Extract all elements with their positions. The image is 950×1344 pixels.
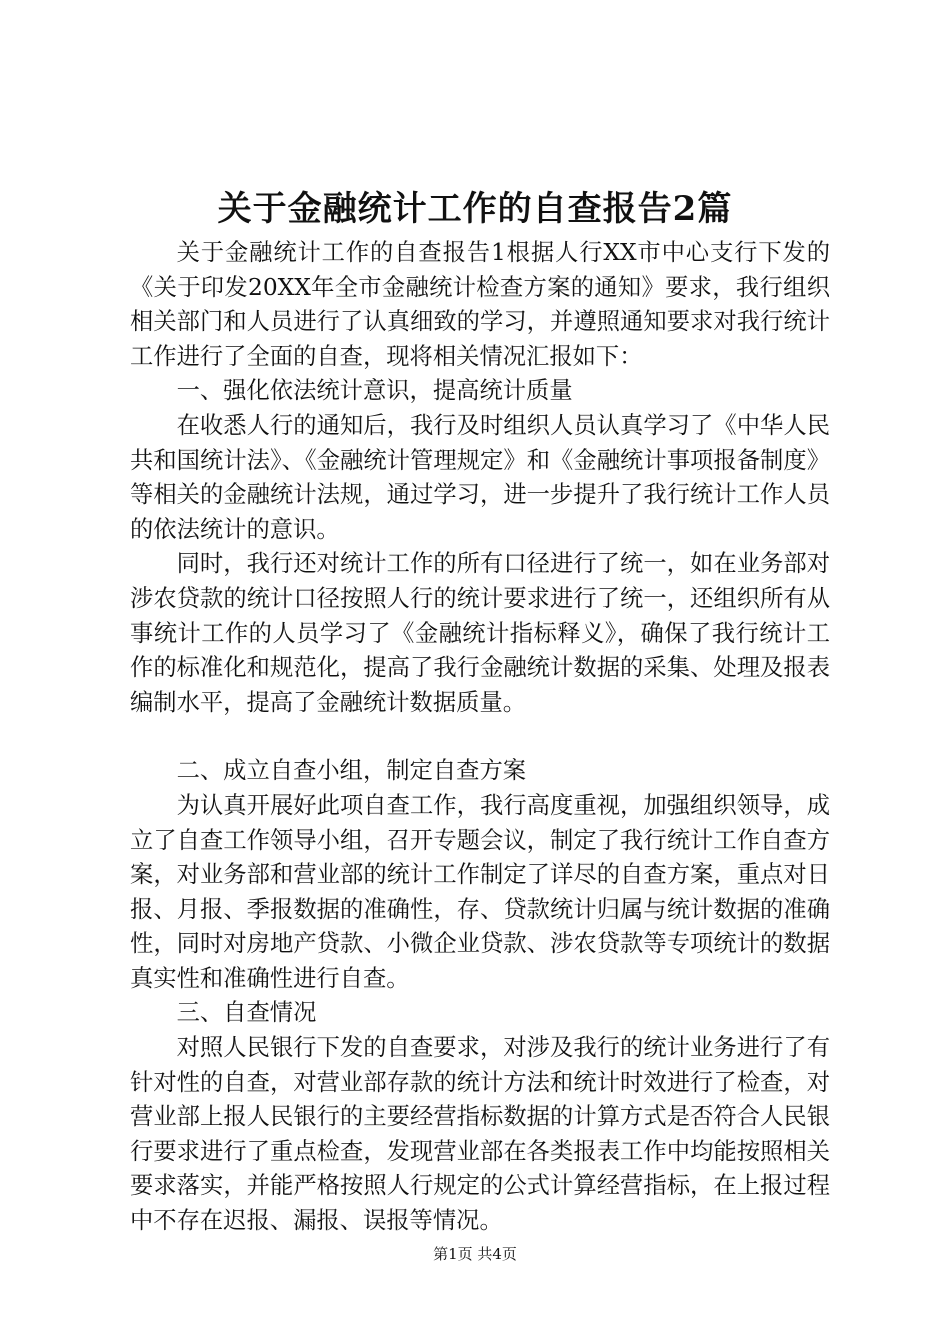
section-heading-2: 二、成立自查小组，制定自查方案 [176,757,527,785]
paragraph-intro: 关于金融统计工作的自查报告1根据人行XX市中心支行下发的《关于印发20XX年全市金融统计检查方案的通知》要求，我行组织相关部门和人员进行了认真细致的学习，并遵照通知要求对我行统计工作进行了全面的自查，现将相关情况汇报如下： [130,239,830,370]
page-number: 第1页 共4页 [433,1245,517,1263]
paragraph-section-3: 对照人民银行下发的自查要求，对涉及我行的统计业务进行了有针对性的自查，对营业部存款的统计方法和统计时效进行了检查，对营业部上报人民银行的主要经营指标数据的计算方式是否符合人民银行要求进行了重点检查，发现营业部在各类报表工作中均能按照相关要求落实，并能严格按照人行规定的公式计算经营指标，在上报过程中不存在迟报、漏报、误报等情况。 [130,1034,830,1235]
paragraph-section-1-b: 同时，我行还对统计工作的所有口径进行了统一，如在业务部对涉农贷款的统计口径按照人行的统计要求进行了统一，还组织所有从事统计工作的人员学习了《金融统计指标释义》，确保了我行统计工作的标准化和规范化，提高了我行金融统计数据的采集、处理及报表编制水平，提高了金融统计数据质量。 [130,550,830,716]
document-title: 关于金融统计工作的自查报告2篇 [217,189,733,229]
section-heading-1: 一、强化依法统计意识，提高统计质量 [176,377,573,405]
section-heading-3: 三、自查情况 [176,999,317,1027]
paragraph-section-2: 为认真开展好此项自查工作，我行高度重视，加强组织领导，成立了自查工作领导小组，召开专题会议，制定了我行统计工作自查方案，对业务部和营业部的统计工作制定了详尽的自查方案，重点对日报、月报、季报数据的准确性，存、贷款统计归属与统计数据的准确性，同时对房地产贷款、小微企业贷款、涉农贷款等专项统计的数据真实性和准确性进行自查。 [130,791,830,992]
document-body [130,236,830,1239]
paragraph-section-1-a: 在收悉人行的通知后，我行及时组织人员认真学习了《中华人民共和国统计法》、《金融统计管理规定》和《金融统计事项报备制度》等相关的金融统计法规，通过学习，进一步提升了我行统计工作人员的依法统计的意识。 [130,411,830,543]
